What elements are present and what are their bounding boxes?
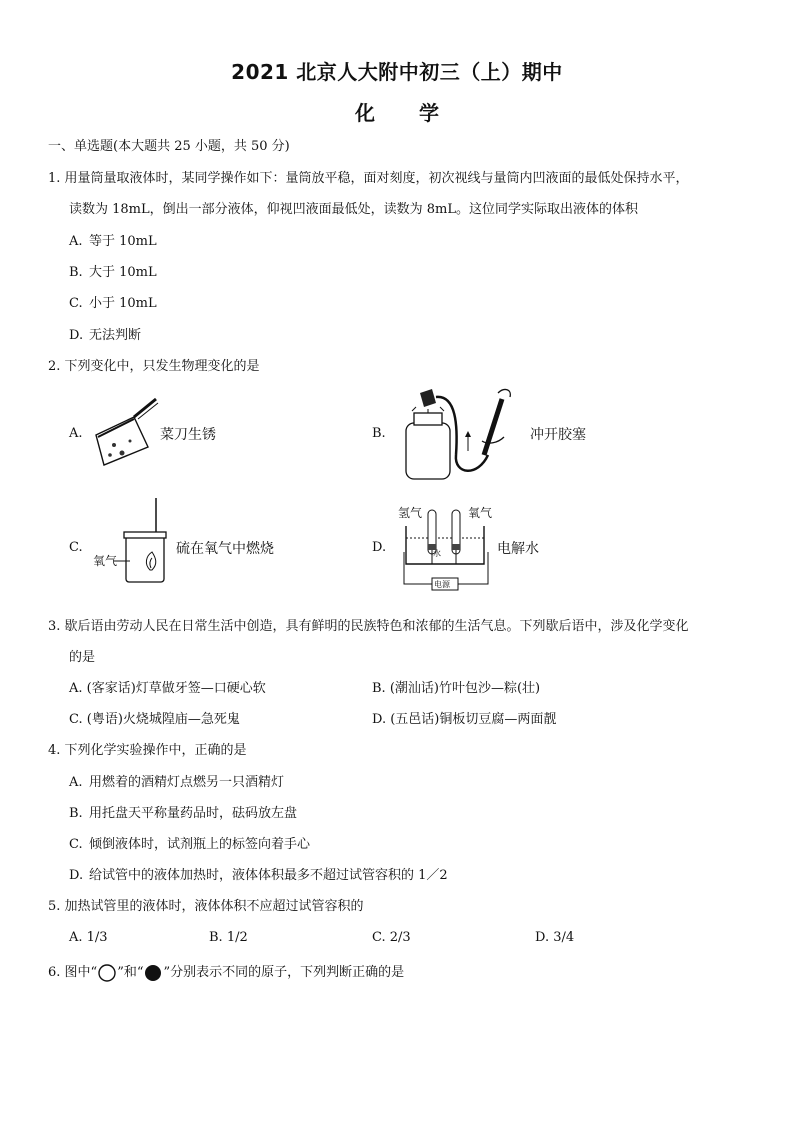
q5-option-a: A. 1/3 <box>69 930 108 945</box>
q2-option-c-caption: 硫在氧气中燃烧 <box>176 541 274 557</box>
q3-stem-line1: 3. 歇后语由劳动人民在日常生活中创造，具有鲜明的民族特色和浓郁的生活气息。下列歇后语中，涉及化学变化 <box>48 619 689 634</box>
q2-option-c-label: C. <box>69 540 83 555</box>
q2-option-d-caption: 电解水 <box>497 541 539 557</box>
q2-option-b-label: B. <box>372 426 386 441</box>
filled-circle-atom-icon <box>143 964 163 982</box>
q2-option-d-label: D. <box>372 540 387 555</box>
option-text: 给试管中的液体加热时，液体体积最多不超过试管容积的 1／2 <box>89 868 448 883</box>
q4-option-b <box>69 805 297 823</box>
option-label: D. <box>69 868 84 883</box>
q2-option-d-power: 电源 <box>434 580 450 589</box>
q2-option-a-caption: 菜刀生锈 <box>160 427 216 443</box>
page-title: 2021 北京人大附中初三（上）期中 <box>231 60 563 84</box>
q2-option-c-oxygen: 氧气 <box>93 554 118 568</box>
q2-stem: 2. 下列变化中，只发生物理变化的是 <box>48 359 260 374</box>
option-label: A. <box>69 234 83 249</box>
q2-option-b-caption: 冲开胶塞 <box>530 427 586 443</box>
q5-option-c: C. 2/3 <box>372 930 411 945</box>
q3-option-b: B. (潮汕话)竹叶包沙—粽(壮) <box>372 681 541 696</box>
q4-option-d <box>69 867 448 885</box>
knife-rust-figure <box>90 395 160 470</box>
option-label: B. <box>69 265 83 280</box>
option-text: 大于 10mL <box>89 265 157 280</box>
q6-stem <box>48 964 404 982</box>
q2-option-d-hydrogen: 氢气 <box>398 506 423 520</box>
option-text: 用燃着的酒精灯点燃另一只酒精灯 <box>89 775 285 790</box>
option-label: C. <box>69 837 83 852</box>
q4-option-c <box>69 836 310 854</box>
q3-option-d: D. (五邑话)铜板切豆腐—两面靓 <box>372 712 557 727</box>
section-heading: 一、单选题(本大题共 25 小题，共 50 分) <box>48 139 290 154</box>
q3-option-c: C. (粤语)火烧城隍庙—急死鬼 <box>69 712 240 727</box>
q2-option-d-oxygen: 氧气 <box>468 506 493 520</box>
q4-option-a <box>69 774 284 792</box>
q3-option-a: A. (客家话)灯草做牙签—口硬心软 <box>69 681 266 696</box>
q2-option-d-water: 水 <box>433 549 441 558</box>
q6-text-part1: 6. 图中“ <box>48 965 98 980</box>
option-text: 无法判断 <box>89 328 142 343</box>
q1-stem-line2: 读数为 18mL，倒出一部分液体，仰视凹液面最低处，读数为 8mL。这位同学实际取出液体的体积 <box>69 202 638 217</box>
option-text: 倾倒液体时，试剂瓶上的标签向着手心 <box>89 837 311 852</box>
q6-text-part3: ”分别表示不同的原子，下列判断正确的是 <box>163 965 405 980</box>
q1-option-d <box>69 327 141 345</box>
option-text: 小于 10mL <box>89 296 157 311</box>
q5-option-d: D. 3/4 <box>535 930 575 945</box>
stopper-pop-figure <box>398 385 520 485</box>
q2-option-a-label: A. <box>69 426 83 441</box>
q6-text-part2: ”和“ <box>117 965 144 980</box>
q5-option-b: B. 1/2 <box>209 930 248 945</box>
option-label: A. <box>69 775 83 790</box>
option-label: B. <box>69 806 83 821</box>
empty-circle-atom-icon <box>97 964 117 982</box>
q4-stem: 4. 下列化学实验操作中，正确的是 <box>48 743 247 758</box>
q1-option-c <box>69 295 157 313</box>
q1-option-a <box>69 233 157 251</box>
option-text: 等于 10mL <box>89 234 157 249</box>
option-label: D. <box>69 328 84 343</box>
q1-stem-line1: 1. 用量筒量取液体时，某同学操作如下：量筒放平稳，面对刻度，初次视线与量筒内凹液面的最低处保持水平， <box>48 171 689 186</box>
sulfur-burning-figure <box>120 498 172 584</box>
option-label: C. <box>69 296 83 311</box>
q1-option-b <box>69 264 157 282</box>
q5-stem: 5. 加热试管里的液体时，液体体积不应超过试管容积的 <box>48 899 364 914</box>
pointer-line <box>114 559 130 563</box>
q3-stem-line2: 的是 <box>69 650 96 665</box>
option-text: 用托盘天平称量药品时，砝码放左盘 <box>89 806 298 821</box>
subject-title: 化学 <box>355 101 483 125</box>
